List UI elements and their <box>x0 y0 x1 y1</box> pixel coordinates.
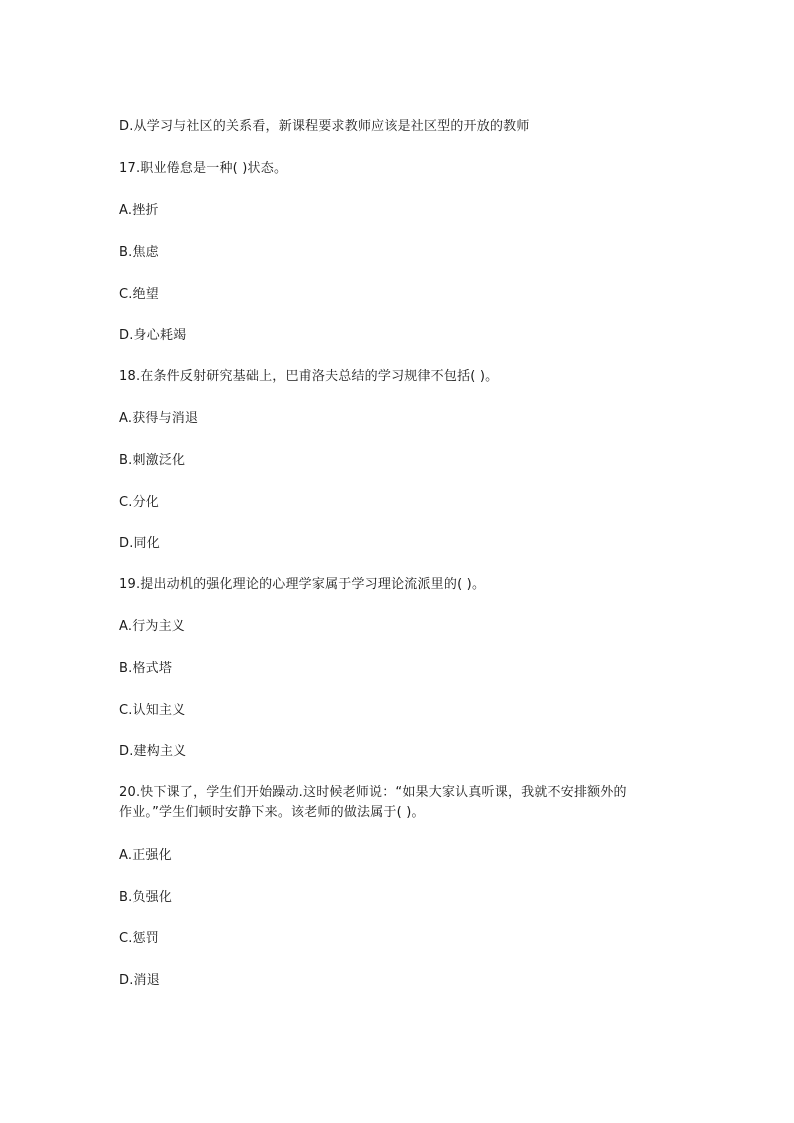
option-18-b: B.刺激泛化 <box>119 453 186 468</box>
option-20-c: C.惩罚 <box>119 931 160 946</box>
option-19-a: A.行为主义 <box>119 619 185 634</box>
option-20-d: D.消退 <box>119 973 160 988</box>
option-18-c: C.分化 <box>119 495 160 510</box>
option-20-a: A.正强化 <box>119 848 172 863</box>
option-17-d: D.身心耗竭 <box>119 328 187 343</box>
question-18: 18.在条件反射研究基础上，巴甫洛夫总结的学习规律不包括( )。 <box>119 369 499 384</box>
option-19-d: D.建构主义 <box>119 744 187 759</box>
option-19-c: C.认知主义 <box>119 703 186 718</box>
option-17-b: B.焦虑 <box>119 245 159 260</box>
option-16-d: D.从学习与社区的关系看，新课程要求教师应该是社区型的开放的教师 <box>119 119 530 134</box>
option-19-b: B.格式塔 <box>119 661 173 676</box>
option-17-c: C.绝望 <box>119 287 160 302</box>
option-18-a: A.获得与消退 <box>119 411 199 426</box>
option-18-d: D.同化 <box>119 536 160 551</box>
question-20-line-1: 20.快下课了，学生们开始躁动.这时候老师说：“如果大家认真听课，我就不安排额外的 <box>119 785 627 800</box>
question-19: 19.提出动机的强化理论的心理学家属于学习理论流派里的( )。 <box>119 577 486 592</box>
question-20-line-2: 作业。”学生们顿时安静下来。该老师的做法属于( )。 <box>119 805 425 820</box>
option-17-a: A.挫折 <box>119 203 159 218</box>
question-17: 17.职业倦怠是一种( )状态。 <box>119 161 288 176</box>
option-20-b: B.负强化 <box>119 890 173 905</box>
